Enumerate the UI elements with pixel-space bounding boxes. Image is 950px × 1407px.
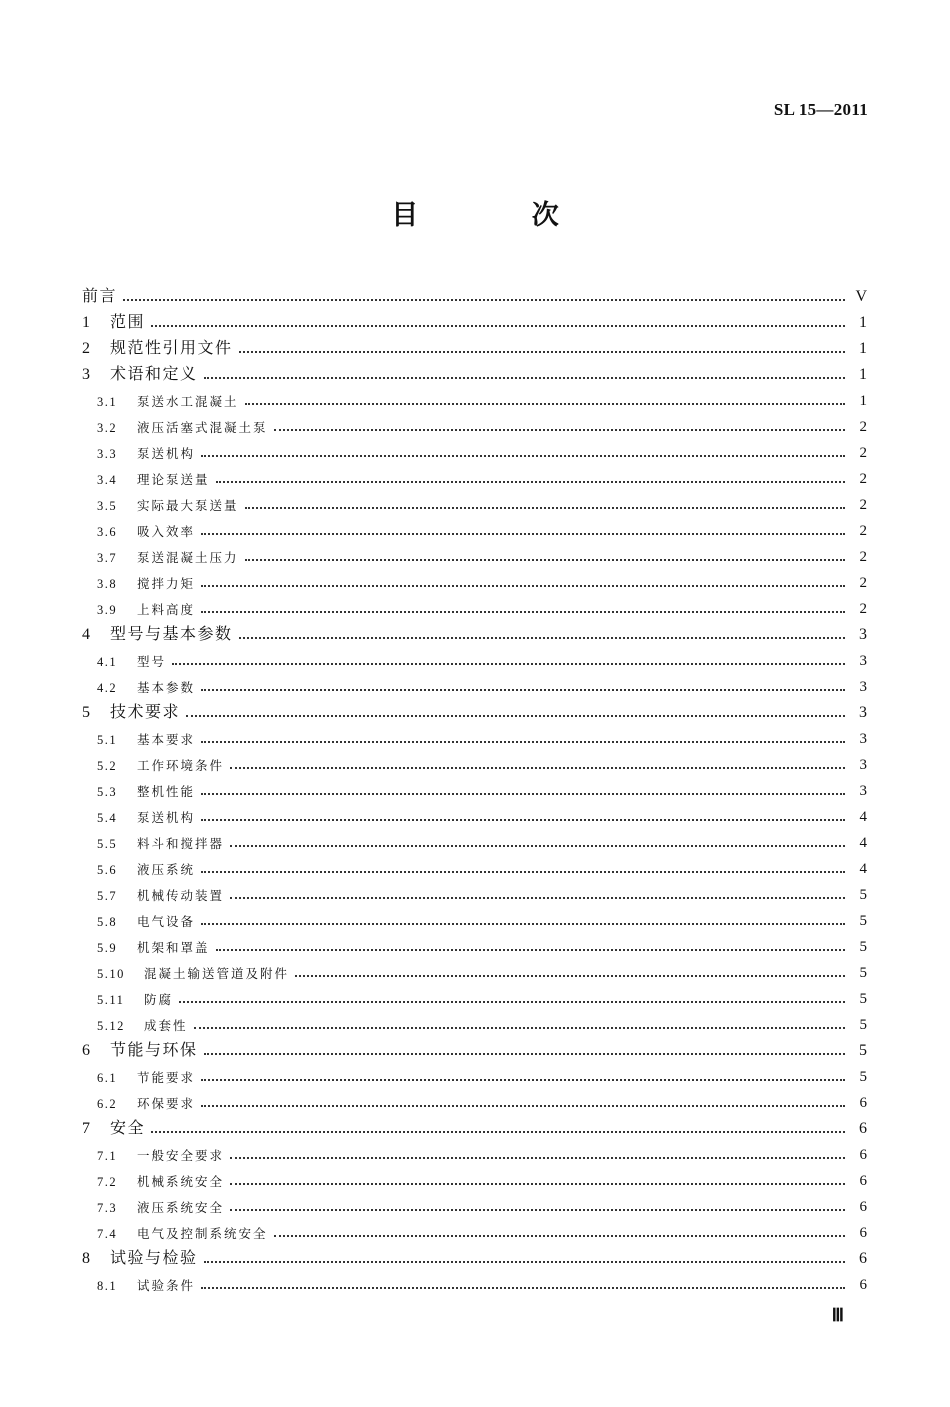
toc-entry-number: 3.9: [97, 603, 118, 617]
toc-entry-page: 5: [859, 939, 867, 955]
toc-entry-label: 电气及控制系统安全: [137, 1226, 268, 1241]
toc-dot-leader: [151, 325, 845, 327]
toc-entry-label: 试验条件: [137, 1278, 196, 1293]
toc-entry-number: 5.10: [97, 967, 125, 981]
toc-entry[interactable]: [82, 800, 867, 826]
toc-entry-page: 6: [859, 1199, 867, 1215]
toc-entry[interactable]: [82, 1242, 867, 1268]
toc-entry-label: 整机性能: [137, 784, 196, 799]
toc-entry-label: 技术要求: [110, 702, 181, 721]
toc-entry[interactable]: [82, 1216, 867, 1242]
toc-entry-page: 6: [859, 1120, 867, 1137]
toc-dot-leader: [201, 923, 845, 925]
toc-entry-page: 6: [859, 1173, 867, 1189]
toc-entry-number: 7.4: [97, 1227, 118, 1241]
toc-dot-leader: [201, 1105, 845, 1107]
toc-entry-label: 上料高度: [137, 602, 196, 617]
toc-dot-leader: [151, 1131, 845, 1133]
toc-dot-leader: [201, 819, 845, 821]
toc-entry-label: 实际最大泵送量: [137, 498, 239, 513]
toc-dot-leader: [230, 845, 845, 847]
toc-entry-label: 机械系统安全: [137, 1174, 225, 1189]
toc-dot-leader: [201, 1079, 845, 1081]
toc-entry[interactable]: [82, 1060, 867, 1086]
toc-dot-leader: [230, 1183, 845, 1185]
toc-entry[interactable]: [82, 852, 867, 878]
toc-entry[interactable]: [82, 1086, 867, 1112]
toc-entry-page: 5: [859, 965, 867, 981]
toc-entry-number: 8: [82, 1250, 90, 1267]
toc-entry-page: 3: [859, 653, 867, 669]
toc-entry-label: 术语和定义: [110, 364, 198, 383]
toc-entry[interactable]: [82, 1164, 867, 1190]
toc-entry-number: 5.2: [97, 759, 118, 773]
toc-entry[interactable]: [82, 826, 867, 852]
toc-entry-label: 混凝土输送管道及附件: [144, 966, 290, 981]
toc-entry-number: 5.4: [97, 811, 118, 825]
toc-entry-number: 7.1: [97, 1149, 118, 1163]
toc-dot-leader: [201, 871, 845, 873]
toc-entry-label: 泵送水工混凝土: [137, 394, 239, 409]
toc-entry-page: 2: [859, 523, 867, 539]
toc-entry-page: 6: [859, 1095, 867, 1111]
toc-entry-number: 5.12: [97, 1019, 125, 1033]
toc-dot-leader: [201, 793, 845, 795]
toc-dot-leader: [245, 507, 845, 509]
toc-entry[interactable]: [82, 878, 867, 904]
toc-entry[interactable]: [82, 592, 867, 618]
toc-entry-label: 规范性引用文件: [110, 338, 233, 357]
toc-entry-number: 7.2: [97, 1175, 118, 1189]
toc-entry-number: 1: [82, 314, 90, 331]
toc-dot-leader: [204, 1053, 845, 1055]
toc-entry[interactable]: [82, 410, 867, 436]
toc-entry-number: 3.4: [97, 473, 118, 487]
toc-dot-leader: [201, 689, 845, 691]
document-code: SL 15—2011: [773, 100, 868, 119]
toc-entry-label: 基本要求: [137, 732, 196, 747]
toc-dot-leader: [201, 455, 845, 457]
toc-entry-page: 2: [859, 549, 867, 565]
toc-entry[interactable]: [82, 1268, 867, 1294]
toc-entry[interactable]: [82, 904, 867, 930]
toc-entry-page: 2: [859, 419, 867, 435]
toc-entry-page: 3: [859, 704, 867, 721]
toc-dot-leader: [230, 1209, 845, 1211]
toc-dot-leader: [201, 1287, 845, 1289]
toc-dot-leader: [239, 637, 845, 639]
toc-entry-label: 成套性: [144, 1018, 188, 1033]
toc-entry-label: 型号: [137, 654, 167, 669]
toc-entry-page: 3: [859, 626, 867, 643]
page-title: 目 次: [391, 200, 611, 231]
toc-entry-number: 5.11: [97, 993, 125, 1007]
toc-entry-label: 理论泵送量: [137, 472, 210, 487]
toc-entry-label: 节能要求: [137, 1070, 196, 1085]
toc-dot-leader: [274, 1235, 845, 1237]
toc-dot-leader: [201, 741, 845, 743]
toc-entry[interactable]: [82, 1190, 867, 1216]
toc-entry[interactable]: [82, 540, 867, 566]
toc-entry-label: 机械传动装置: [137, 888, 225, 903]
toc-entry-label: 节能与环保: [110, 1040, 198, 1059]
toc-entry-number: 6: [82, 1042, 90, 1059]
toc-entry-label: 液压系统安全: [137, 1200, 225, 1215]
toc-entry-number: 5.7: [97, 889, 118, 903]
toc-entry-page: 5: [859, 887, 867, 903]
toc-entry-page: 6: [859, 1250, 867, 1267]
toc-entry-label: 料斗和搅拌器: [137, 836, 225, 851]
toc-entry-number: 5.5: [97, 837, 118, 851]
toc-entry-label: 泵送混凝土压力: [137, 550, 239, 565]
toc-entry[interactable]: [82, 332, 867, 358]
toc-entry-number: 6.1: [97, 1071, 118, 1085]
toc-entry[interactable]: [82, 644, 867, 670]
toc-entry-label: 防腐: [144, 992, 174, 1007]
toc-entry[interactable]: [82, 1034, 867, 1060]
toc-entry-page: 2: [859, 575, 867, 591]
toc-entry-page: 5: [859, 991, 867, 1007]
toc-entry[interactable]: [82, 488, 867, 514]
toc-entry[interactable]: [82, 384, 867, 410]
toc-dot-leader: [204, 1261, 845, 1263]
toc-entry-label: 吸入效率: [137, 524, 196, 539]
toc-entry-page: 4: [859, 835, 867, 851]
toc-entry-number: 5.6: [97, 863, 118, 877]
toc-dot-leader: [245, 559, 845, 561]
toc-entry-number: 8.1: [97, 1279, 118, 1293]
toc-entry[interactable]: [82, 670, 867, 696]
toc-entry-page: V: [855, 288, 867, 305]
toc-entry-page: 3: [859, 679, 867, 695]
toc-entry[interactable]: [82, 436, 867, 462]
toc-entry-label: 型号与基本参数: [110, 624, 233, 643]
toc-entry[interactable]: [82, 956, 867, 982]
toc-entry-number: 4: [82, 626, 90, 643]
toc-entry-label: 液压活塞式混凝土泵: [137, 420, 268, 435]
toc-entry-label: 环保要求: [137, 1096, 196, 1111]
toc-entry-page: 1: [859, 366, 867, 383]
toc-dot-leader: [216, 949, 845, 951]
toc-entry-number: 4.2: [97, 681, 118, 695]
toc-entry-page: 4: [859, 861, 867, 877]
toc-entry-page: 5: [859, 913, 867, 929]
toc-entry[interactable]: [82, 1008, 867, 1034]
toc-entry-number: 3.7: [97, 551, 118, 565]
toc-entry-number: 7.3: [97, 1201, 118, 1215]
toc-entry-page: 4: [859, 809, 867, 825]
toc-entry-number: 3.8: [97, 577, 118, 591]
toc-entry[interactable]: [82, 514, 867, 540]
toc-entry-number: 3.1: [97, 395, 118, 409]
toc-entry-page: 6: [859, 1147, 867, 1163]
toc-entry-label: 范围: [110, 312, 146, 331]
toc-entry-page: 2: [859, 471, 867, 487]
toc-entry-number: 7: [82, 1120, 90, 1137]
toc-dot-leader: [230, 897, 845, 899]
toc-dot-leader: [204, 377, 845, 379]
toc-dot-leader: [274, 429, 845, 431]
toc-entry-number: 5.8: [97, 915, 118, 929]
toc-entry-number: 2: [82, 340, 90, 357]
page-number: Ⅲ: [831, 1305, 844, 1325]
toc-dot-leader: [245, 403, 845, 405]
toc-entry[interactable]: [82, 748, 867, 774]
toc-entry-page: 1: [859, 340, 867, 357]
toc-entry-number: 3: [82, 366, 90, 383]
toc-dot-leader: [239, 351, 845, 353]
toc-entry-label: 基本参数: [137, 680, 196, 695]
toc-entry-number: 5.9: [97, 941, 118, 955]
toc-entry-page: 1: [859, 314, 867, 331]
toc-entry[interactable]: [82, 280, 867, 306]
toc-entry-page: 2: [859, 445, 867, 461]
toc-entry-number: 3.2: [97, 421, 118, 435]
toc-entry-label: 工作环境条件: [137, 758, 225, 773]
toc-entry-page: 6: [859, 1225, 867, 1241]
toc-entry[interactable]: [82, 1112, 867, 1138]
toc-entry-page: 3: [859, 731, 867, 747]
toc-dot-leader: [201, 611, 845, 613]
toc-dot-leader: [179, 1001, 845, 1003]
toc-entry-page: 1: [859, 393, 867, 409]
toc-entry-page: 3: [859, 783, 867, 799]
toc-entry[interactable]: [82, 566, 867, 592]
toc-entry-label: 搅拌力矩: [137, 576, 196, 591]
toc-dot-leader: [295, 975, 845, 977]
toc-entry-number: 6.2: [97, 1097, 118, 1111]
toc-dot-leader: [230, 767, 845, 769]
toc-entry[interactable]: [82, 358, 867, 384]
toc-entry-page: 5: [859, 1042, 867, 1059]
toc-entry-label: 电气设备: [137, 914, 196, 929]
toc-entry-page: 5: [859, 1017, 867, 1033]
toc-entry[interactable]: [82, 1138, 867, 1164]
toc-dot-leader: [230, 1157, 845, 1159]
toc-entry[interactable]: [82, 696, 867, 722]
toc-entry[interactable]: [82, 930, 867, 956]
toc-entry-page: 2: [859, 601, 867, 617]
table-of-contents: [82, 280, 867, 1294]
toc-entry-number: 4.1: [97, 655, 118, 669]
toc-entry-page: 5: [859, 1069, 867, 1085]
toc-entry-page: 6: [859, 1277, 867, 1293]
toc-entry-page: 2: [859, 497, 867, 513]
toc-entry-number: 5: [82, 704, 90, 721]
toc-dot-leader: [186, 715, 845, 717]
toc-entry-number: 5.3: [97, 785, 118, 799]
toc-entry[interactable]: [82, 618, 867, 644]
toc-entry-label: 机架和罩盖: [137, 940, 210, 955]
toc-entry[interactable]: [82, 982, 867, 1008]
toc-entry-number: 3.6: [97, 525, 118, 539]
toc-entry[interactable]: [82, 722, 867, 748]
toc-entry-label: 泵送机构: [137, 810, 196, 825]
toc-dot-leader: [172, 663, 845, 665]
toc-dot-leader: [201, 533, 845, 535]
toc-entry[interactable]: [82, 306, 867, 332]
toc-entry-label: 前言: [82, 286, 118, 305]
toc-entry-number: 5.1: [97, 733, 118, 747]
toc-dot-leader: [216, 481, 845, 483]
toc-entry-label: 液压系统: [137, 862, 196, 877]
toc-entry[interactable]: [82, 774, 867, 800]
toc-entry-label: 试验与检验: [110, 1248, 198, 1267]
toc-entry-page: 3: [859, 757, 867, 773]
toc-entry-label: 安全: [110, 1118, 146, 1137]
toc-entry-number: 3.5: [97, 499, 118, 513]
toc-entry-number: 3.3: [97, 447, 118, 461]
toc-entry-label: 一般安全要求: [137, 1148, 225, 1163]
toc-dot-leader: [194, 1027, 845, 1029]
toc-entry-label: 泵送机构: [137, 446, 196, 461]
toc-dot-leader: [201, 585, 845, 587]
toc-entry[interactable]: [82, 462, 867, 488]
toc-dot-leader: [123, 299, 845, 301]
